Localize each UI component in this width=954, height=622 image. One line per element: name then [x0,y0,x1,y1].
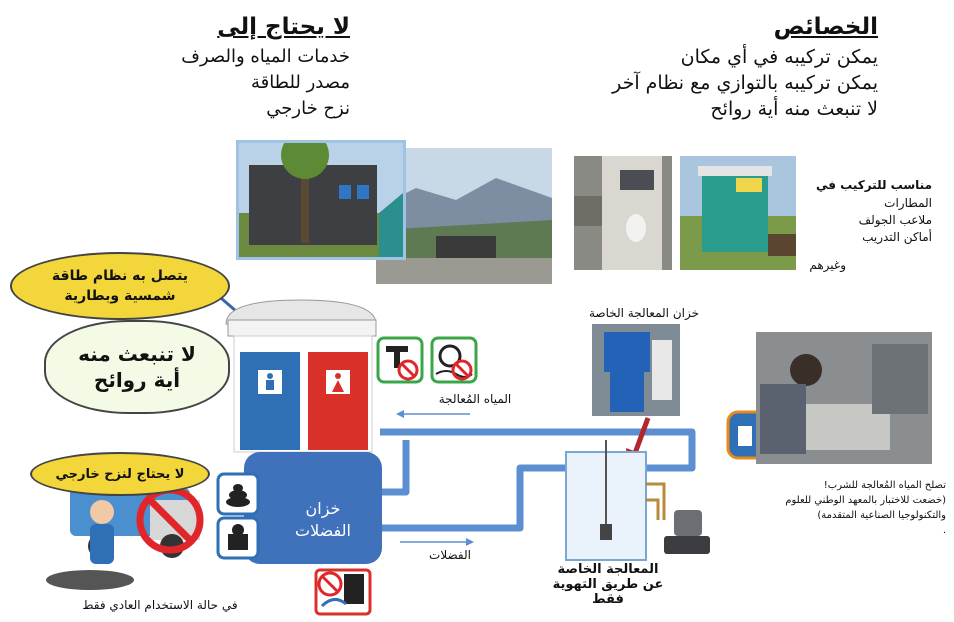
feature-item: لا تنبعث منه أية روائح [710,98,878,120]
blower-pump [646,484,710,554]
solar-bubble [10,252,230,320]
treatment-label-line2: عن طريق التهوية فقط [552,577,664,607]
no-suction-truck-icon [316,570,370,614]
water-testing-photo [756,332,932,464]
solar-bubble-text: يتصل به نظام طاقة شمسية وبطارية [51,268,189,304]
suitable-for-item: أماكن التدريب [862,230,932,244]
no-plug-icon [432,338,476,382]
feature-item: يمكن تركيبه بالتوازي مع نظام آخر [612,72,878,94]
waste-tank-label: خزان الفضلات [295,499,351,540]
treatment-label-line1: المعالجة الخاصة [557,562,659,577]
toilet-paper-icon [218,518,258,558]
suction-truck-illustration [46,488,200,590]
feces-icon [218,474,258,514]
drinkable-note: تصلح المياه المُعالجة للشرب! (خضعت للاختبار بالمعهد الوطني للعلوم والتكنولوجيا الصناعية المتقدمة) . [785,480,946,536]
suitable-for-title: مناسب للتركيب في [815,178,932,192]
treated-water-label: المياه المُعالجة [438,392,512,406]
no-pump-bubble [30,452,210,496]
no-pump-bubble-text: لا يحتاج لنزح خارجي [55,466,185,482]
features-title: الخصائص [773,14,878,40]
no-odor-cloud-text: لا تنبعث منه أية روائح [78,342,196,392]
suitable-for-item: المطارات [884,196,932,210]
treatment-tank [566,440,646,560]
feature-item: يمكن تركيبه في أي مكان [680,46,878,68]
suitable-for-item: ملاعب الجولف [858,213,932,227]
not-needed-item: خدمات المياه والصرف [181,46,350,67]
waste-label: الفضلات [429,548,471,562]
not-needed-item: نزح خارجي [266,98,350,119]
special-tank-label: خزان المعالجة الخاصة [588,306,700,320]
normal-use-note: في حالة الاستخدام العادي فقط [82,598,238,612]
not-needed-title: لا يحتاج إلى [217,14,350,40]
special-tank-photo [592,324,680,416]
not-needed-item: مصدر للطاقة [250,72,350,93]
toilet-booth [226,300,376,452]
no-odor-cloud [44,320,230,414]
treatment-label [548,562,668,607]
others-label: وغيرهم [809,258,846,272]
no-water-tap-icon [378,338,422,382]
